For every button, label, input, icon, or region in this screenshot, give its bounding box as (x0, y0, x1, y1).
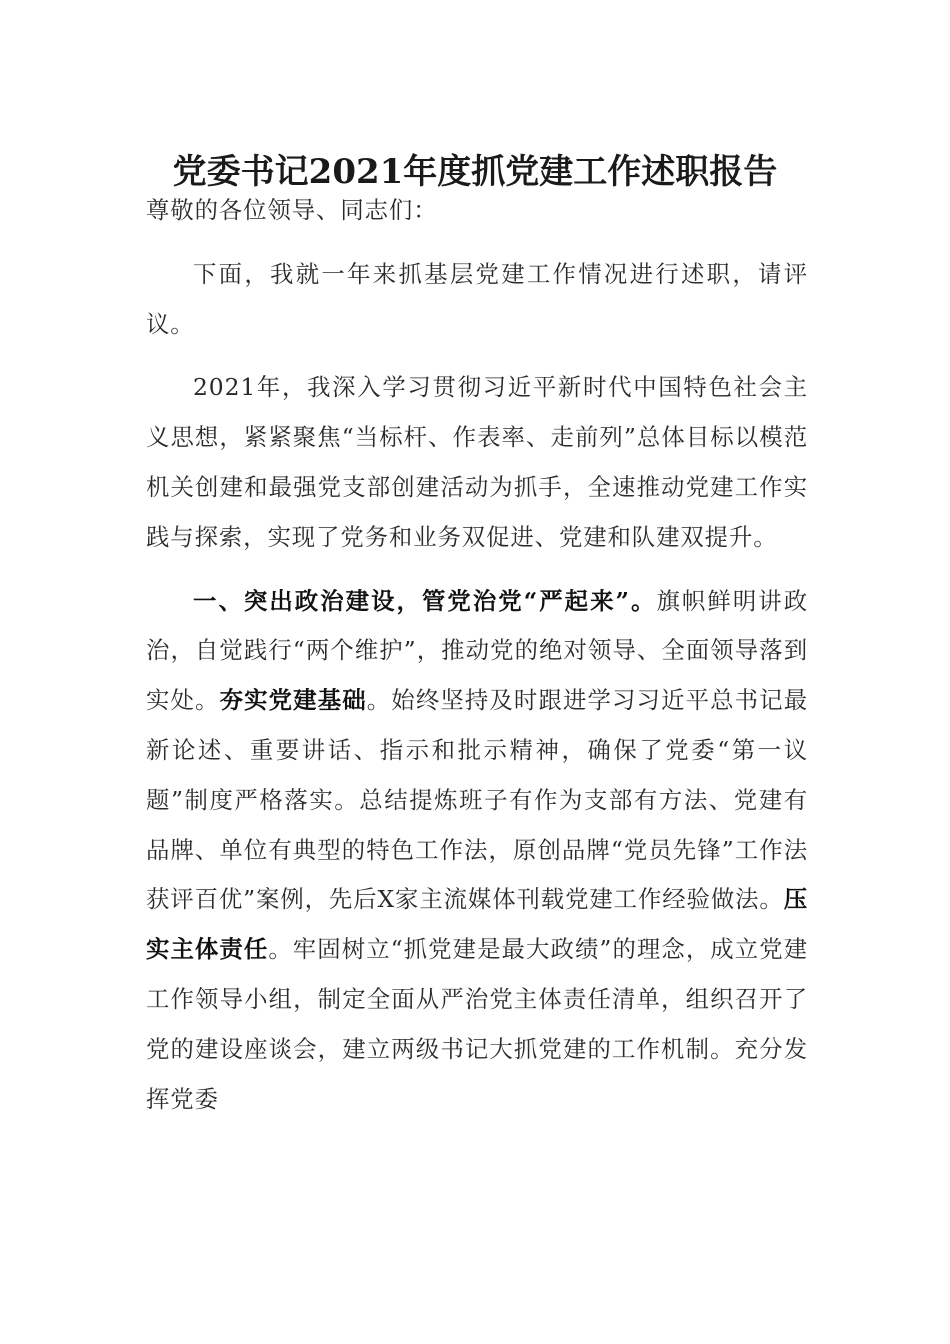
section-1-subheading-2: 压实主体责任 (146, 885, 808, 964)
section-1-text-1: 旗帜鲜明讲政治，自觉践行“两个维护”，推动党的绝对领导、全面领导落到实处。 (146, 586, 808, 715)
overview-paragraph: 2021年，我深入学习贯彻习近平新时代中国特色社会主义思想，紧紧聚焦“当标杆、作表率、走前列”总体目标以模范机关创建和最强党支部创建活动为抓手，全速推动党建工作实践与探索，实现了党务和业务双促进、党建和队建双提升。 (146, 373, 808, 551)
section-1-text-3: 。牢固树立“抓党建是最大政绩”的理念，成立党建工作领导小组，制定全面从严治党主体责任清单，组织召开了党的建设座谈会，建立两级书记大抓党建的工作机制。充分发挥党委 (146, 935, 808, 1113)
document-title: 党委书记2021年度抓党建工作述职报告 (172, 152, 778, 192)
section-1-heading: 一、突出政治建设，管党治党“严起来”。 (193, 586, 657, 615)
section-1-paragraph (146, 577, 808, 1125)
section-1-subheading-1: 夯实党建基础 (219, 686, 367, 715)
section-1-text-2: 。始终坚持及时跟进学习习近平总书记最新论述、重要讲话、指示和批示精神，确保了党委“第一议题”制度严格落实。总结提炼班子有作为支部有方法、党建有品牌、单位有典型的特色工作法，原创品牌“党员先锋”工作法获评百优”案例，先后X家主流媒体刊载党建工作经验做法。 (146, 686, 809, 914)
salutation: 尊敬的各位领导、同志们： (146, 196, 438, 224)
intro-paragraph: 下面，我就一年来抓基层党建工作情况进行述职，请评议。 (146, 259, 808, 338)
document-body (146, 186, 808, 1124)
